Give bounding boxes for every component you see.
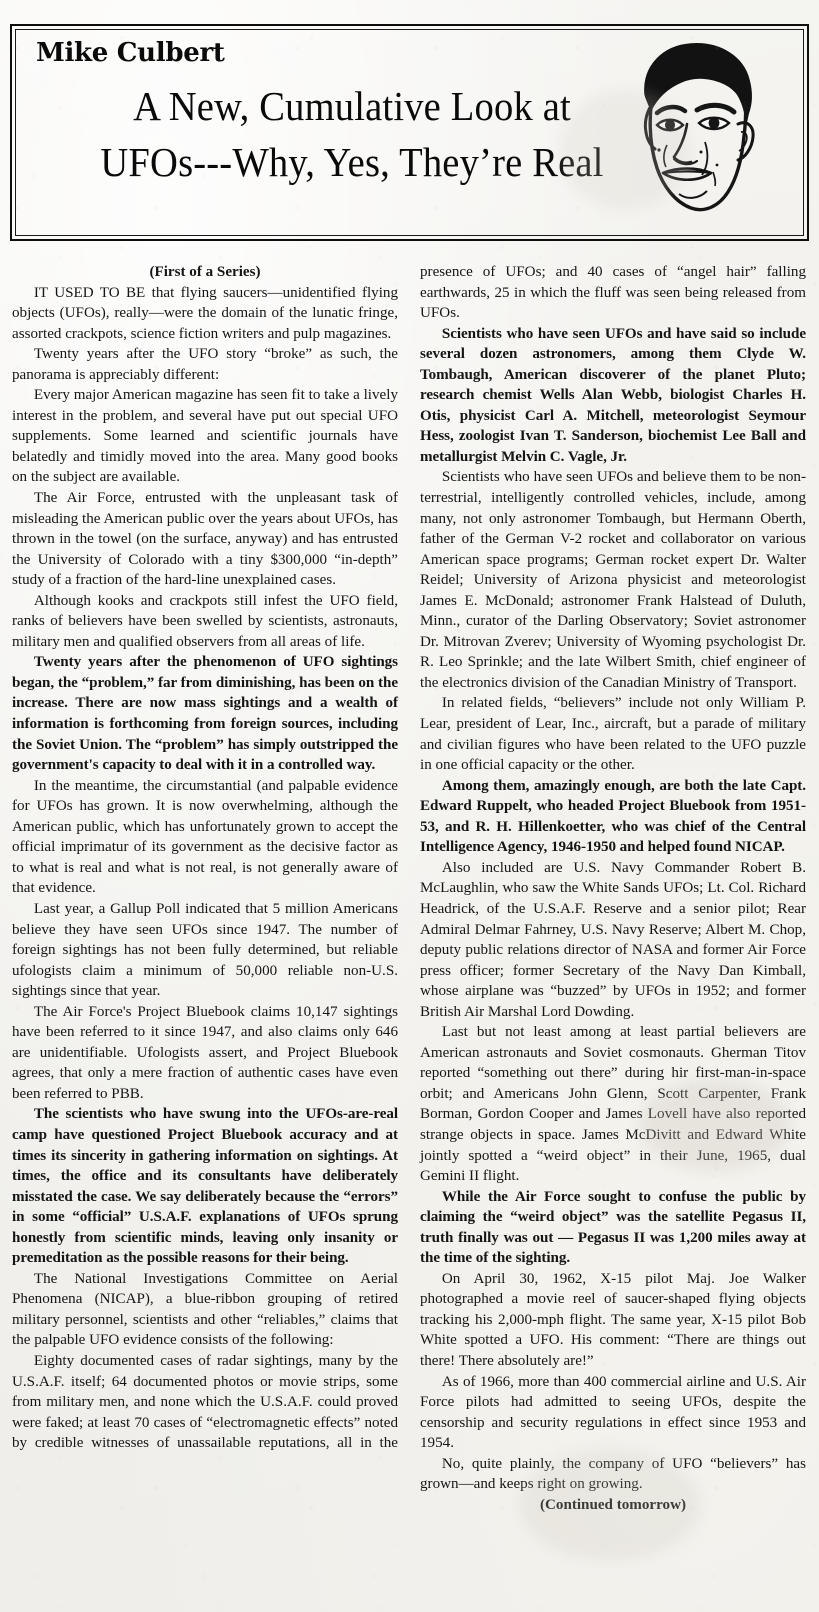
page-title xyxy=(70,78,634,190)
continued-note: (Continued tomorrow) xyxy=(539,1496,687,1513)
article-paragraph: In the meantime, the circumstantial (and palpable evidence for UFOs has grown. It is now overwhelming, although the American public, which has unfortunately grown to accept the official imprimatur of its government as the decisive factor as to what is real and what is not real, is not generally aware of that evidence. xyxy=(12,777,398,897)
series-note: (First of a Series) xyxy=(149,264,261,280)
article-paragraph: Twenty years after the UFO story “broke” as such, the panorama is appreciably different: xyxy=(12,346,398,383)
article-paragraph: Every major American magazine has seen fit to take a lively interest in the problem, and several have put out special UFO supplements. Some learned and scientific journals have belatedly and timidly moved into the area. Many good books on the subject are available. xyxy=(12,387,398,486)
article-paragraph-emphasis: Twenty years after the phenomenon of UFO sightings began, the “problem,” far from diminishing, has been on the increase. There are now mass sightings and a wealth of information is forthcoming from foreign sources, including the Soviet Union. The “problem” has simply outstripped the government's capacity to deal with it in a controlled way. xyxy=(12,654,398,774)
article-paragraph: Also included are U.S. Navy Commander Robert B. McLaughlin, who saw the White Sands UFOs; Lt. Col. Richard Headrick, of the U.S.A.F. Reserve and a senior pilot; Rear Admiral Delmar Fahrney, U.S. Navy Reserve; Albert M. Chop, deputy public relations director of NASA and former Air Force press officer; former Secretary of the Navy Dan Kimball, whose airplane was “buzzed” by UFOs in 1952; and former British Air Marshal Lord Dowding. xyxy=(420,859,806,1020)
article-paragraph-emphasis: Among them, amazingly enough, are both the late Capt. Edward Ruppelt, who headed Project Bluebook from 1951-53, and R. H. Hillenkoetter, who was chief of the Central Intelligence Agency, 1946-1950 and helped found NICAP. xyxy=(420,777,806,856)
article-body xyxy=(12,262,807,1602)
article-paragraph: As of 1966, more than 400 commercial airline and U.S. Air Force pilots had admitted to seeing UFOs, despite the censorship and security regulations in effect since 1953 and 1954. xyxy=(420,1373,806,1452)
article-paragraph: Eighty documented cases of radar sightings, many by the U.S.A.F. itself; 64 documented photos or movie strips, some from military men, and none which the U.S.A.F. could proved were faked; at least 70 cases of “electromagnetic effects” noted by credible witnesses of unassailable reputations, all in the xyxy=(12,1352,398,1452)
article-paragraph: presence of UFOs; and 40 cases of “angel hair” falling earthwards, 25 in which the fluff was seen being released from UFOs. xyxy=(420,264,806,322)
masthead-box xyxy=(10,24,809,241)
article-paragraph: The Air Force, entrusted with the unpleasant task of misleading the American public over the years about UFOs, has thrown in the towel (on the surface, anyway) and has entrusted the University of Colorado with a tiny $300,000 “in-depth” study of a fraction of the hard-line unexplained cases. xyxy=(12,490,398,589)
article-column-left xyxy=(12,262,398,1602)
article-paragraph: On April 30, 1962, X-15 pilot Maj. Joe Walker photographed a movie reel of saucer-shaped flying objects tracking his 2,000-mph flight. The same year, X-15 pilot Bob White spotted a UFO. His comment: “There are things out there! There absolutely are!” xyxy=(420,1270,806,1369)
article-paragraph: The National Investigations Committee on Aerial Phenomena (NICAP), a blue-ribbon grouping of retired military personnel, scientists and other “reliables,” claims that the palpable UFO evidence consists of the following: xyxy=(12,1270,398,1349)
article-paragraph-emphasis: Scientists who have seen UFOs and have said so include several dozen astronomers, among them Clyde W. Tombaugh, American discoverer of the planet Pluto; research chemist Wells Alan Webb, biologist Charles H. Otis, physicist Carl A. Mitchell, meteorologist Seymour Hess, zoologist Ivan T. Sanderson, biochemist Lee Ball and metallurgist Melvin C. Vagle, Jr. xyxy=(420,325,806,465)
article-paragraph: Although kooks and crackpots still infest the UFO field, ranks of believers have been swelled by scientists, astronauts, military men and qualified observers from all areas of life. xyxy=(12,592,398,650)
article-paragraph-emphasis: The scientists who have swung into the UFOs-are-real camp have questioned Project Bluebook accuracy and at times its sincerity in gathering information on sightings. At times, the office and its consultants have deliberately misstated the case. We say deliberately because the “errors” in some “official” U.S.A.F. explanations of UFOs sprung honestly from scientific minds, leaving only insanity or premeditation as the possible reasons for their being. xyxy=(12,1106,398,1267)
headline-line-2: UFOs---Why, Yes, They’re Real xyxy=(100,139,604,185)
article-paragraph: Scientists who have seen UFOs and believe them to be non-terrestrial, intelligently controlled vehicles, include, among many, not only astronomer Tombaugh, but Hermann Oberth, father of the German V-2 rocket and collaborator on various American space programs; German rocket expert Dr. Walter Reidel; University of Arizona physicist and meteorologist James E. McDonald; astronomer Frank Halstead of Duluth, Minn., curator of the Darling Observatory; Soviet astronomer Dr. Mitrovan Zverev; University of Wyoming psychologist Dr. R. Leo Sprinkle; and the late Wilbert Smith, chief engineer of the electronics division of the Canadian Ministry of Transport. xyxy=(420,469,806,691)
article-paragraph: The Air Force's Project Bluebook claims 10,147 sightings have been referred to it since 1947, and also claims only 646 are unidentifiable. Ufologists assert, and Project Bluebook agrees, that only a mere fraction of authentic cases have even been referred to PBB. xyxy=(12,1003,398,1102)
article-paragraph-emphasis: While the Air Force sought to confuse the public by claiming the “weird object” was the satellite Pegasus II, truth finally was out — Pegasus II was 1,200 miles away at the time of the sighting. xyxy=(420,1188,806,1267)
article-paragraph: Last year, a Gallup Poll indicated that 5 million Americans believe they have seen UFOs since 1947. The number of foreign sightings has not been fully determined, but reliable ufologists claim a minimum of 50,000 reliable non-U.S. sightings since that year. xyxy=(12,900,398,1000)
article-column-right xyxy=(420,262,806,1602)
headline-line-1: A New, Cumulative Look at xyxy=(133,83,571,129)
article-paragraph: Last but not least among at least partial believers are American astronauts and Soviet cosmonauts. Gherman Titov reported “something out there” during hir first-man-in-space orbit; and Americans John Glenn, Scott Carpenter, Frank Borman, Gordon Cooper and James Lovell have also reported strange objects in space. James McDivitt and Edward White jointly spotted a “weird object” in their June, 1965, dual Gemini II flight. xyxy=(420,1024,806,1185)
article-paragraph: In related fields, “believers” include not only William P. Lear, president of Lear, Inc., aircraft, but a parade of military and civilian figures who have been related to the UFO puzzle in one official capacity or the other. xyxy=(420,695,806,774)
columnist-portrait-illustration xyxy=(601,32,781,237)
article-paragraph: No, quite plainly, the company of UFO “believers” has grown—and keeps right on growing. xyxy=(420,1455,806,1493)
columnist-byline: Mike Culbert xyxy=(36,38,225,68)
article-paragraph: IT USED TO BE that flying saucers—unidentified flying objects (UFOs), really—were the domain of the lunatic fringe, assorted crackpots, science fiction writers and pulp magazines. xyxy=(12,284,398,342)
